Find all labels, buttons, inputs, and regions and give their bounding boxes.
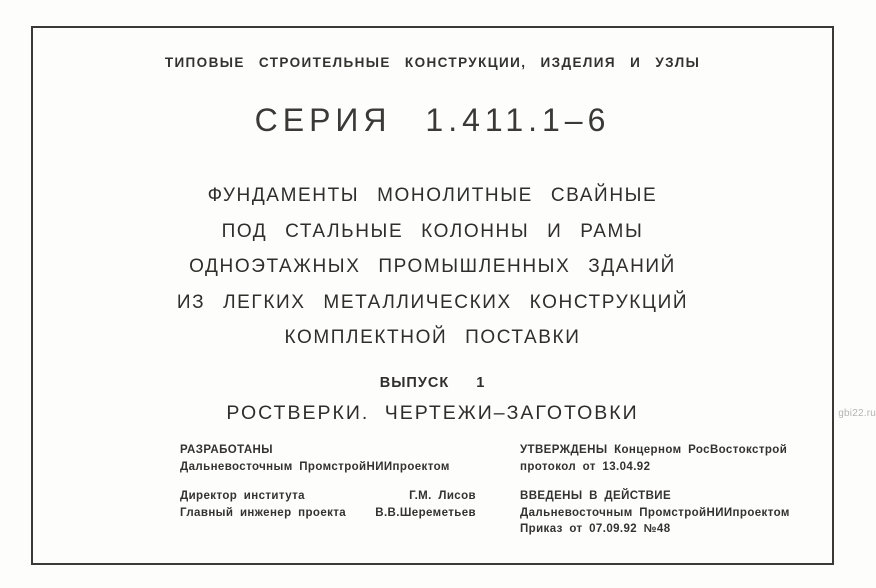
title-line: ПОД СТАЛЬНЫЕ КОЛОННЫ И РАМЫ xyxy=(221,220,644,242)
approval-block xyxy=(520,442,820,538)
spacer xyxy=(520,475,820,488)
effective-order: Приказ от 07.09.92 №48 xyxy=(520,523,671,535)
signatory-row xyxy=(180,505,476,522)
spacer xyxy=(180,475,500,488)
developed-label: РАЗРАБОТАНЫ xyxy=(180,444,273,456)
approved-line: УТВЕРЖДЕНЫ Концерном РосВостокстрой xyxy=(520,444,788,456)
watermark: gbi22.ru xyxy=(838,408,876,419)
signatory-name: В.В.Шереметьев xyxy=(375,506,476,519)
title-block xyxy=(33,178,832,356)
developed-by-block xyxy=(180,442,500,521)
document-subtitle: РОСТВЕРКИ. ЧЕРТЕЖИ–ЗАГОТОВКИ xyxy=(226,402,639,424)
series-title: СЕРИЯ 1.411.1–6 xyxy=(254,102,611,138)
issue-label: ВЫПУСК 1 xyxy=(379,375,486,391)
signatory-role: Директор института xyxy=(180,490,305,502)
title-line: КОМПЛЕКТНОЙ ПОСТАВКИ xyxy=(284,327,581,348)
signatory-name: Г.М. Лисов xyxy=(409,490,476,502)
approved-protocol: протокол от 13.04.92 xyxy=(520,460,651,473)
signatory-row xyxy=(180,488,476,505)
signatory-role: Главный инженер проекта xyxy=(180,506,347,519)
title-line: ОДНОЭТАЖНЫХ ПРОМЫШЛЕННЫХ ЗДАНИЙ xyxy=(189,256,676,277)
title-line: ИЗ ЛЕГКИХ МЕТАЛЛИЧЕСКИХ КОНСТРУКЦИЙ xyxy=(176,291,689,313)
effective-organization: Дальневосточным ПромстройНИИпроектом xyxy=(520,506,790,519)
title-line: ФУНДАМЕНТЫ МОНОЛИТНЫЕ СВАЙНЫЕ xyxy=(207,185,658,206)
document-type-caption: ТИПОВЫЕ СТРОИТЕЛЬНЫЕ КОНСТРУКЦИИ, ИЗДЕЛИЯ И УЗЛЫ xyxy=(164,55,701,70)
developed-organization: Дальневосточным ПромстройНИИпроектом xyxy=(180,460,450,473)
document-border-frame xyxy=(31,26,834,565)
effective-label: ВВЕДЕНЫ В ДЕЙСТВИЕ xyxy=(520,490,672,502)
